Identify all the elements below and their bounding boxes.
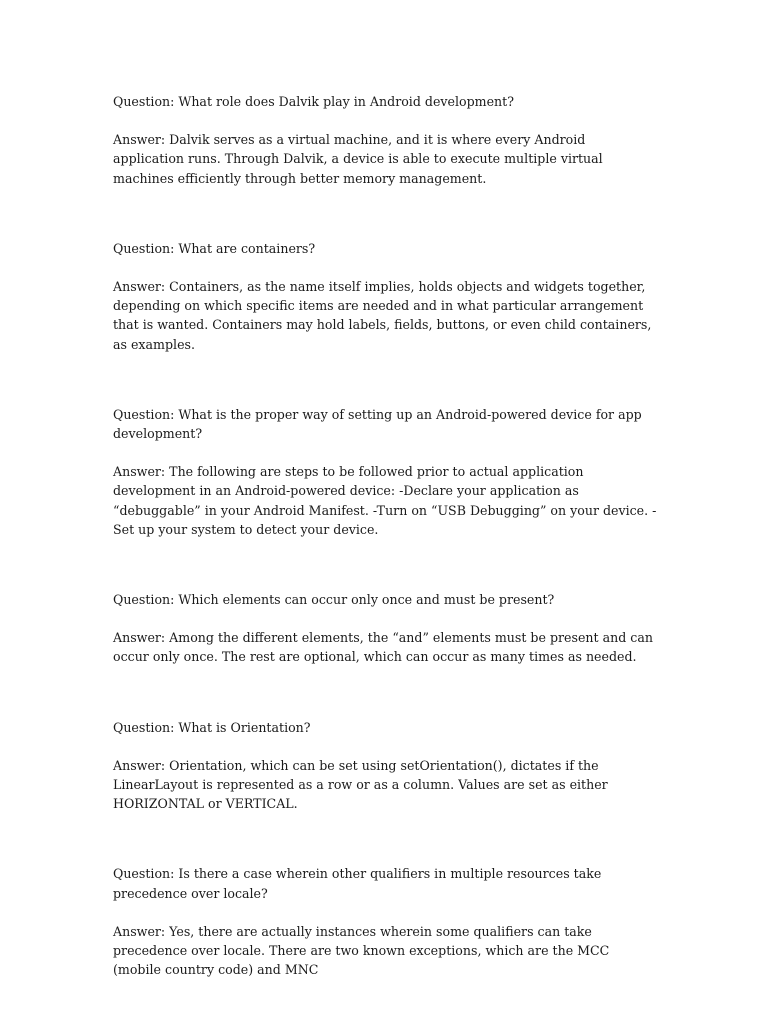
qa-item-device-setup: [113, 405, 658, 539]
question-text: Question: What role does Dalvik play in Android development?: [113, 94, 514, 109]
answer-text: Answer: Dalvik serves as a virtual machine, and it is where every Android application runs. Through Dalvik, a device is able to execute multiple virtual machines efficiently through better memory management.: [113, 132, 603, 186]
answer-text: Answer: Yes, there are actually instances wherein some qualifiers can take precedence over locale. There are two known exceptions, which are the MCC (mobile country code) and MNC: [113, 923, 610, 978]
question-text: Question: Is there a case wherein other qualifiers in multiple resources take precedence over locale?: [113, 866, 602, 901]
question-text: Question: What is the proper way of setting up an Android-powered device for app development?: [113, 406, 642, 442]
answer-text: Answer: Orientation, which can be set using setOrientation(), dictates if the LinearLayout is represented as a row or as a column. Values are set as either HORIZONTAL or VERTICAL.: [113, 757, 608, 812]
qa-item-orientation: [113, 718, 658, 814]
qa-item-elements: [113, 590, 658, 667]
question-text: Question: Which elements can occur only once and must be present?: [113, 592, 555, 608]
qa-item-qualifiers: [113, 864, 658, 978]
answer-text: Answer: The following are steps to be followed prior to actual application development in an Android-powered device: -Declare your application as “debuggable” in your Android Manifest. -Turn on “USB Debugging” on your device. -Set up your system to detect your device.: [113, 464, 657, 537]
qa-item-dalvik: [113, 92, 658, 188]
answer-text: Answer: Among the different elements, the “and” elements must be present and can occur only once. The rest are optional, which can occur as many times as needed.: [113, 630, 653, 665]
document-page: [113, 92, 658, 1011]
question-text: Question: What are containers?: [113, 240, 316, 256]
qa-item-containers: [113, 239, 658, 354]
answer-text: Answer: Containers, as the name itself implies, holds objects and widgets together, depending on which specific items are needed and in what particular arrangement that is wanted. Containers may hold labels, fields, buttons, or even child containers, as examples.: [113, 279, 652, 352]
question-text: Question: What is Orientation?: [113, 719, 311, 735]
